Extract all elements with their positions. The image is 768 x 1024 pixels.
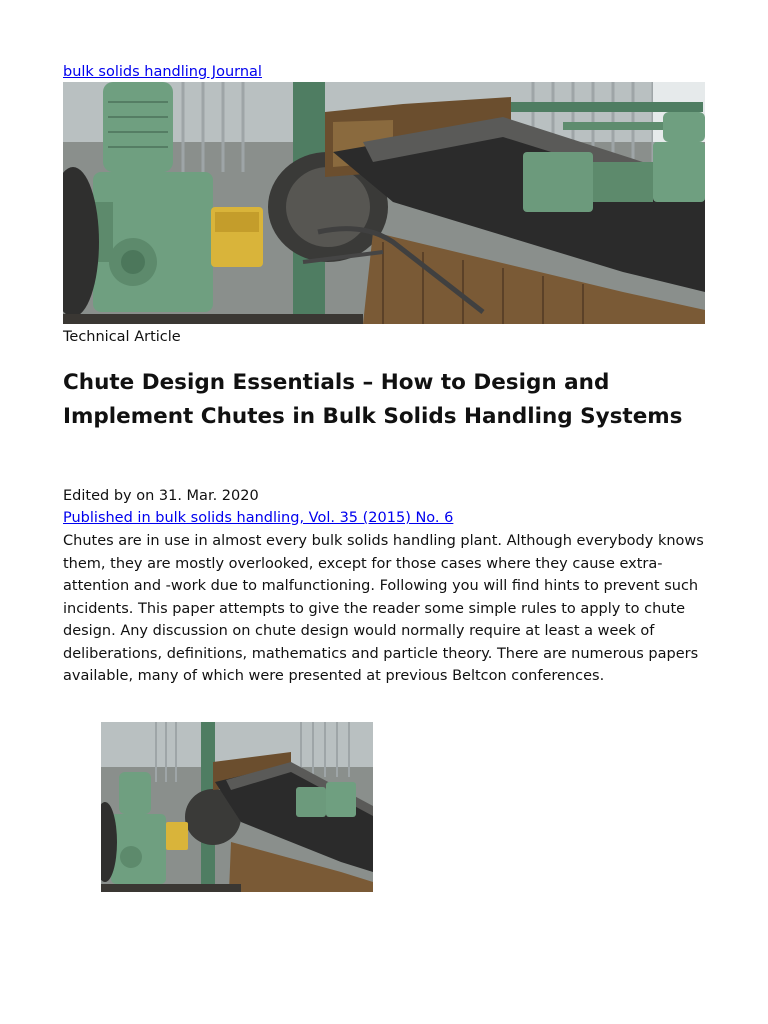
journal-link[interactable]: bulk solids handling Journal (63, 64, 262, 80)
publication-link[interactable]: Published in bulk solids handling, Vol. 35 (2015) No. 6 (63, 510, 454, 526)
thumbnail-image (101, 722, 373, 892)
article-meta: Edited by on 31. Mar. 2020 (63, 488, 259, 504)
hero-image (63, 82, 705, 324)
article-category: Technical Article (63, 329, 181, 345)
article-title: Chute Design Essentials – How to Design and Implement Chutes in Bulk Solids Handling Systems (63, 370, 683, 429)
article-body: Chutes are in use in almost every bulk solids handling plant. Although everybody knows them, they are mostly overlooked, except for those cases where they cause extra-attention and -work due to malfunctioning. Following you will find hints to prevent such incidents. This paper attempts to give the reader some simple rules to apply to chute design. Any discussion on chute design would normally require at least a week of deliberations, definitions, mathematics and particle theory. There are numerous papers available, many of which were presented at previous Beltcon conferences. (63, 533, 704, 684)
